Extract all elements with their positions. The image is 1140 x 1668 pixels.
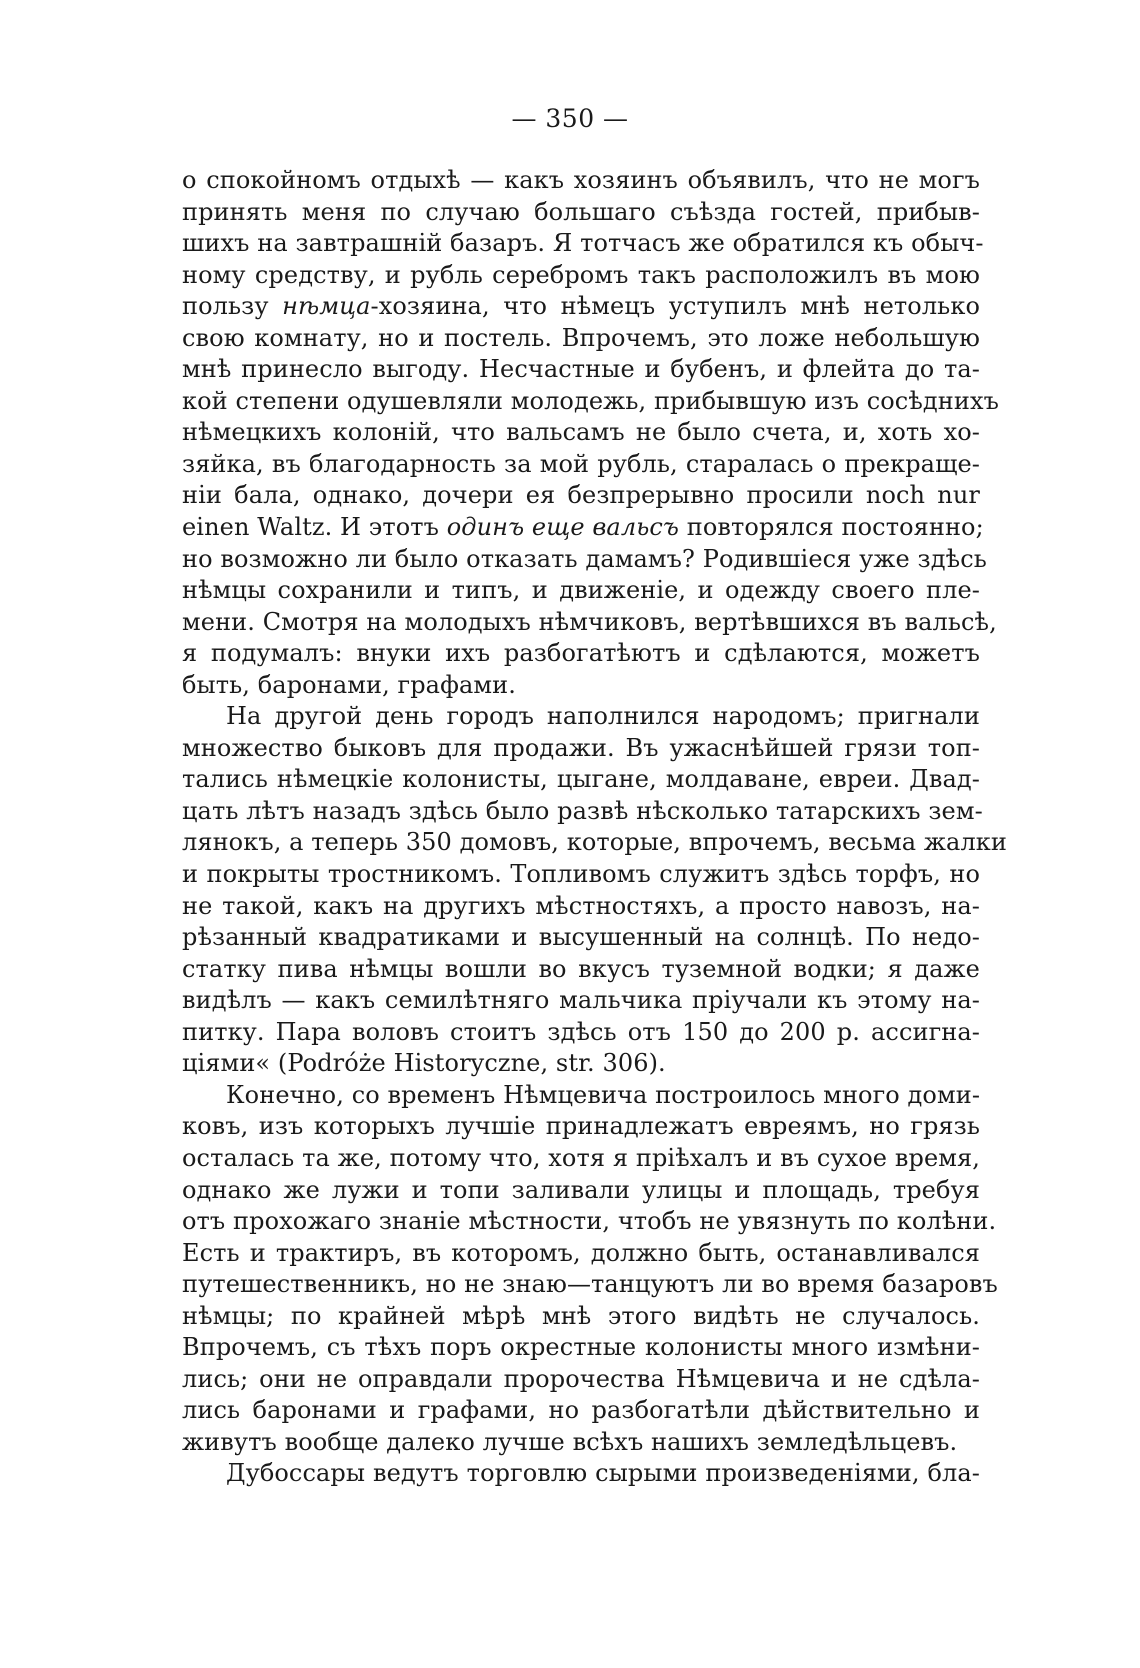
text-line: множество быковъ для продажи. Въ ужаснѣйшей грязи топ- — [182, 733, 980, 762]
text-line: мени. Смотря на молодыхъ нѣмчиковъ, вертѣвшихся въ вальсѣ, — [182, 607, 997, 636]
text-line: путешественникъ, но не знаю—танцуютъ ли во время базаровъ — [182, 1270, 998, 1299]
text-line: я подумалъ: внуки ихъ разбогатѣютъ и сдѣлаются, можетъ — [182, 639, 980, 668]
text-line: кой степени одушевляли молодежь, прибывшую изъ сосѣднихъ — [182, 386, 999, 415]
text-line — [182, 512, 984, 544]
text-line: нѣмцы сохранили и типъ, и движеніе, и одежду своего пле- — [182, 576, 980, 605]
text-line: но возможно ли было отказать дамамъ? Родившіеся уже здѣсь — [182, 544, 987, 573]
text-line: ніи бала, однако, дочери ея безпрерывно просили noch nur — [182, 481, 980, 510]
text-line: ковъ, изъ которыхъ лучшіе принадлежатъ евреямъ, но грязь — [182, 1112, 980, 1141]
text-line: нѣмецкихъ колоній, что вальсамъ не было счета, и, хоть хо- — [182, 418, 980, 447]
text-line: отъ прохожаго знаніе мѣстности, чтобъ не увязнуть по колѣни. — [182, 1207, 997, 1236]
text-line: рѣзанный квадратиками и высушенный на солнцѣ. По недо- — [182, 923, 980, 952]
text-line: Дубоссары ведутъ торговлю сырыми произведеніями, бла- — [226, 1459, 980, 1488]
text-segment: повторялся постоянно; — [679, 513, 984, 542]
text-line: ному средству, и рубль серебромъ такъ расположилъ въ мою — [182, 260, 980, 289]
body-text — [182, 165, 1007, 1490]
text-line — [182, 291, 980, 323]
text-line: однако же лужи и топи заливали улицы и площадь, требуя — [182, 1175, 980, 1204]
text-line: и покрыты тростникомъ. Топливомъ служитъ здѣсь торфъ, но — [182, 860, 980, 889]
text-line: лянокъ, а теперь 350 домовъ, которые, впрочемъ, весьма жалки — [182, 828, 1007, 857]
text-line: Конечно, со временъ Нѣмцевича построилось много доми- — [226, 1080, 981, 1109]
text-line: шихъ на завтрашній базаръ. Я тотчасъ же обратился къ обыч- — [182, 229, 984, 258]
text-line: ціями« (Podróże Historyczne, str. 306). — [182, 1049, 666, 1078]
text-line: мнѣ принесло выгоду. Несчастные и бубенъ, и флейта до та- — [182, 355, 980, 384]
text-line: тались нѣмецкіе колонисты, цыгане, молдаване, евреи. Двад- — [182, 765, 980, 794]
text-line: Впрочемъ, съ тѣхъ поръ окрестные колонисты много измѣни- — [182, 1333, 980, 1362]
text-line: осталась та же, потому что, хотя я пріѣхалъ и въ сухое время, — [182, 1143, 980, 1172]
text-line: видѣлъ — какъ семилѣтняго мальчика пріучали къ этому на- — [182, 986, 980, 1015]
text-line: быть, баронами, графами. — [182, 670, 516, 699]
page-number: — 350 — — [511, 104, 629, 133]
text-line: питку. Пара воловъ стоитъ здѣсь отъ 150 до 200 р. ассигна- — [182, 1017, 980, 1046]
text-line: лись; они не оправдали пророчества Нѣмцевича и не сдѣла- — [182, 1364, 980, 1393]
italic-text: одинъ еще вальсъ — [446, 513, 680, 542]
italic-text: нѣмца — [282, 292, 371, 321]
text-line: не такой, какъ на другихъ мѣстностяхъ, а просто навозъ, на- — [182, 891, 980, 920]
text-line: живутъ вообще далеко лучше всѣхъ нашихъ земледѣльцевъ. — [182, 1427, 958, 1456]
text-line: принять меня по случаю большаго съѣзда гостей, прибыв- — [182, 197, 980, 226]
text-line: цать лѣтъ назадъ здѣсь было развѣ нѣсколько татарскихъ зем- — [182, 796, 983, 825]
text-line: о спокойномъ отдыхѣ — какъ хозяинъ объявилъ, что не могъ — [182, 166, 980, 194]
text-line: зяйка, въ благодарность за мой рубль, старалась о прекраще- — [182, 449, 980, 478]
text-line: свою комнату, но и постель. Впрочемъ, это ложе небольшую — [182, 323, 980, 352]
text-line: статку пива нѣмцы вошли во вкусъ туземной водки; я даже — [182, 954, 980, 983]
text-segment: einen Waltz. И этотъ — [182, 513, 447, 542]
text-line: лись баронами и графами, но разбогатѣли дѣйствительно и — [182, 1396, 980, 1425]
text-segment: -хозяина, что нѣмецъ уступилъ мнѣ нетолько — [370, 292, 980, 321]
text-segment: пользу — [182, 292, 283, 321]
text-line: Есть и трактиръ, въ которомъ, должно быть, останавливался — [182, 1238, 980, 1267]
text-line: На другой день городъ наполнился народомъ; пригнали — [226, 702, 980, 731]
text-line: нѣмцы; по крайней мѣрѣ мнѣ этого видѣть не случалось. — [182, 1301, 980, 1330]
